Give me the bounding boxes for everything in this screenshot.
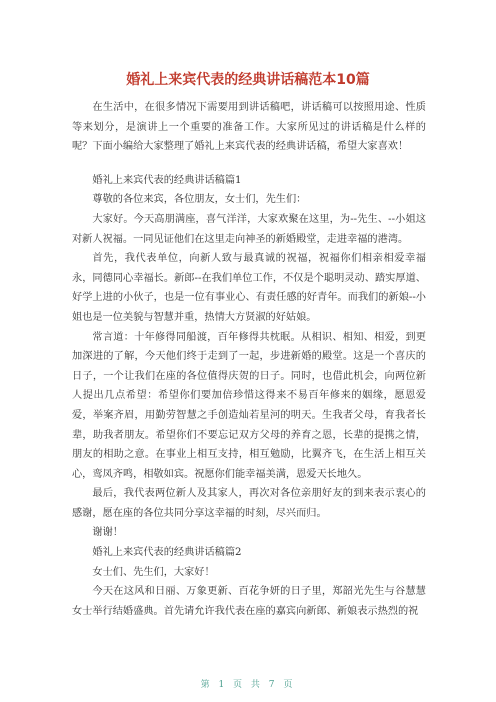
intro-paragraph: 在生活中，在很多情况下需要用到讲话稿吧，讲话稿可以按照用途、性质等来划分，是演讲上一个重要的准备工作。大家所见过的讲话稿是什么样的呢？下面小编给大家整理了婚礼上来宾代表的经典讲话稿，希望大家喜欢！	[72, 102, 426, 153]
section-heading-1: 婚礼上来宾代表的经典讲话稿篇1	[92, 174, 242, 186]
section-heading-2: 婚礼上来宾代表的经典讲话稿篇2	[92, 547, 242, 559]
document-title: 婚礼上来宾代表的经典讲话稿范本10篇	[126, 72, 370, 88]
paragraph-gap	[72, 157, 426, 171]
document-body	[72, 98, 426, 621]
salutation: 尊敬的各位来宾，各位朋友，女士们，先生们：	[92, 194, 307, 206]
salutation: 女士们、先生们，大家好！	[92, 566, 215, 578]
paragraph: 最后，我代表两位新人及其家人，再次对各位亲朋好友的到来表示衷心的感谢，愿在座的各位共同分享这幸福的时刻，尽兴而归。	[72, 488, 426, 519]
paragraph: 常言道：十年修得同船渡，百年修得共枕眠。从相识、相知、相爱，到更加深进的了解，今天他们终于走到了一起，步进新婚的殿堂。这是一个喜庆的日子，一个让我们在座的各位值得庆贺的日子。同时，也借此机会，向两位新人提出几点希望：希望你们要加倍珍惜这得来不易百年修来的姻缘，愿恩爱爱，举案齐眉，用勤劳智慧之手创造灿若星河的明天。生我者父母，育我者长辈，助我者朋友。希望你们不要忘记双方父母的养育之恩，长辈的提携之情，朋友的相助之意。在事业上相互支持，相互勉励，比翼齐飞，在生活上相互关心，鸾凤齐鸣，相敬如宾。祝愿你们能幸福美满，恩爱天长地久。	[72, 331, 426, 480]
paragraph: 首先，我代表单位，向新人致与最真诚的祝福，祝福你们相亲相爱幸福永，同德同心幸福长。新郎--在我们单位工作，不仅是个聪明灵动、踏实厚道、好学上进的小伙子，也是一位有事业心、有责任感的好青年。而我们的新娘--小姐也是一位美貌与智慧并重，热情大方贤淑的好姑娘。	[72, 253, 426, 323]
page-number-footer: 第 1 页 共 7 页	[200, 680, 296, 690]
paragraph: 大家好。今天高朋满座，喜气洋洋，大家欢聚在这里，为--先生、--小姐这对新人祝福。一同见证他们在这里走向神圣的新婚殿堂，走进幸福的港湾。	[72, 213, 426, 245]
paragraph: 今天在这风和日丽、万象更新、百花争妍的日子里，郑韶光先生与谷慧慧女士举行结婚盛典。首先请允许我代表在座的嘉宾向新郎、新娘表示热烈的祝	[72, 586, 426, 617]
closing-thanks: 谢谢！	[92, 527, 123, 539]
